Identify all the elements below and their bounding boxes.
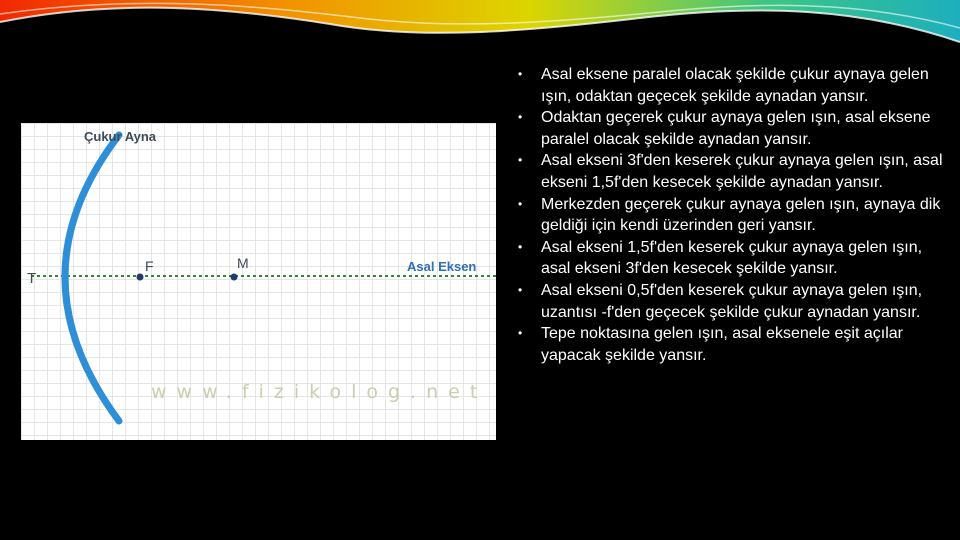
- bullet-text: Asal eksene paralel olacak şekilde çukur aynaya gelen ışın, odaktan geçecek şekilde aynadan yansır.: [541, 66, 929, 105]
- watermark: www.fizikolog.net: [151, 381, 488, 403]
- mirror-title: Çukur Ayna: [84, 129, 156, 144]
- vertex-label: T: [27, 270, 37, 287]
- bullet-item: • Merkezden geçerek çukur aynaya gelen ışın, aynaya dik geldiği için kendi üzerinden geri yansır.: [518, 195, 941, 235]
- focus-label: F: [145, 258, 154, 274]
- bullet-item: • Asal ekseni 1,5f'den keserek çukur aynaya gelen ışın, asal ekseni 3f'den kesecek şekilde yansır.: [518, 238, 923, 278]
- decorative-ribbon: [0, 0, 960, 70]
- center-label: M: [237, 255, 249, 271]
- bullet-item: • Asal ekseni 3f'den keserek çukur aynaya gelen ışın, asal ekseni 1,5f'den kesecek şekilde aynadan yansır.: [518, 152, 943, 191]
- concave-mirror: [65, 135, 119, 421]
- bullet-text: Asal ekseni 3f'den keserek çukur aynaya gelen ışın, asal ekseni 1,5f'den kesecek şekilde aynadan yansır.: [541, 152, 943, 191]
- bullet-text: Odaktan geçerek çukur aynaya gelen ışın, asal eksene paralel olacak şekilde aynadan yansır.: [541, 109, 931, 148]
- bullet-text: Merkezden geçerek çukur aynaya gelen ışın, aynaya dik geldiği için kendi üzerinden geri yansır.: [541, 195, 941, 235]
- focus-point: [137, 274, 144, 281]
- bullet-list: [514, 64, 944, 366]
- bullet-text: Asal ekseni 0,5f'den keserek çukur aynaya gelen ışın, uzantısı -f'den geçecek şekilde çukur aynadan yansır.: [541, 281, 923, 321]
- principal-axis-label: Asal Eksen: [407, 259, 477, 274]
- bullet-item: • Asal eksene paralel olacak şekilde çukur aynaya gelen ışın, odaktan geçecek şekilde aynadan yansır.: [518, 66, 929, 105]
- center-point: [231, 274, 238, 281]
- bullet-text: Tepe noktasına gelen ışın, asal eksenele eşit açılar yapacak şekilde yansır.: [541, 325, 903, 364]
- bullet-text: Asal ekseni 1,5f'den keserek çukur aynaya gelen ışın, asal ekseni 3f'den kesecek şekilde yansır.: [541, 238, 923, 278]
- bullet-item: • Asal ekseni 0,5f'den keserek çukur aynaya gelen ışın, uzantısı -f'den geçecek şekilde çukur aynadan yansır.: [518, 281, 923, 321]
- concave-mirror-figure: [21, 123, 496, 440]
- bullet-item: • Tepe noktasına gelen ışın, asal eksenele eşit açılar yapacak şekilde yansır.: [518, 325, 903, 364]
- bullet-item: • Odaktan geçerek çukur aynaya gelen ışın, asal eksene paralel olacak şekilde aynadan yansır.: [518, 109, 931, 148]
